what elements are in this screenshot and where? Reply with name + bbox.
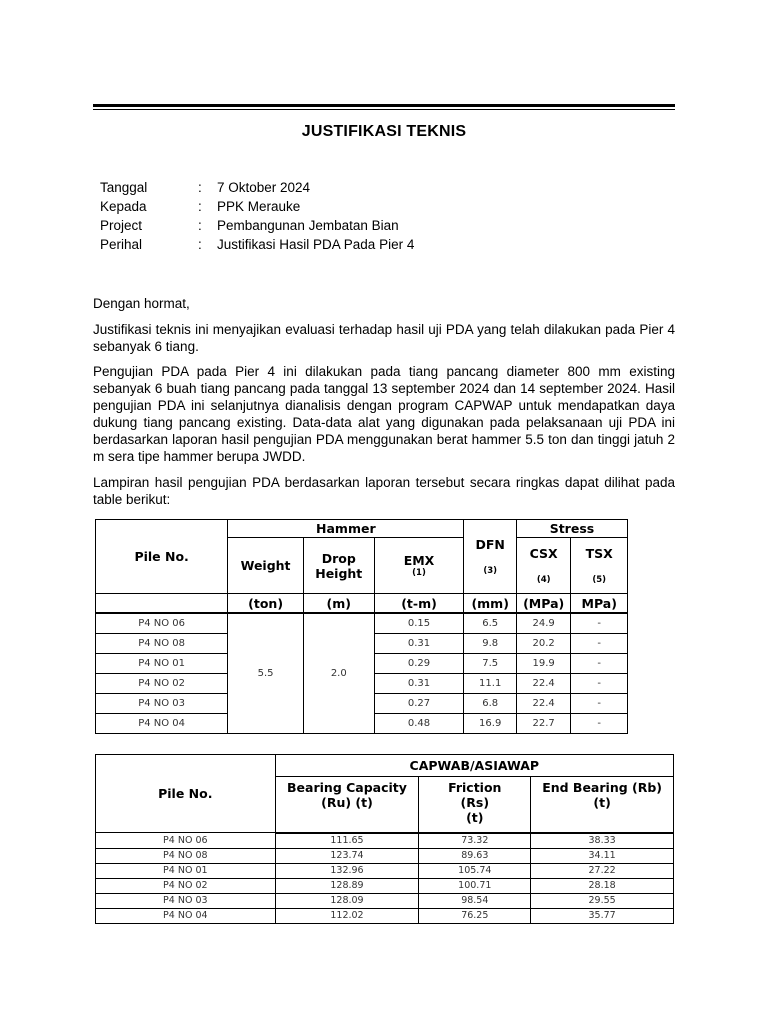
emx-header: EMX (1) — [374, 538, 464, 594]
meta-row-tanggal: Tanggal : 7 Oktober 2024 — [100, 180, 311, 195]
dfn-header: DFN (3) — [464, 520, 516, 594]
meta-value: PPK Merauke — [217, 199, 301, 214]
greeting: Dengan hormat, — [93, 296, 190, 311]
drop-height-header: Drop Height — [303, 538, 374, 594]
end-bearing-header: End Bearing (Rb) (t) — [531, 777, 674, 833]
weight-header: Weight — [228, 538, 304, 594]
meta-row-perihal: Perihal : Justifikasi Hasil PDA Pada Pier 4 — [100, 237, 415, 252]
table-row: P4 NO 02 0.31 11.1 22.4 - — [96, 674, 628, 694]
friction-header: Friction (Rs) (t) — [419, 777, 531, 833]
unit-mpa: (MPa) — [516, 594, 571, 614]
unit-ton: (ton) — [228, 594, 304, 614]
unit-tm: (t-m) — [374, 594, 464, 614]
paragraph-attachment: Lampiran hasil pengujian PDA berdasarkan laporan tersebut secara ringkas dapat dilihat pada table berikut: — [93, 475, 675, 507]
paragraph-intro: Justifikasi teknis ini menyajikan evaluasi terhadap hasil uji PDA yang telah dilakukan pada Pier 4 sebanyak 6 tiang. — [93, 322, 675, 354]
meta-row-project: Project : Pembangunan Jembatan Bian — [100, 218, 399, 233]
units-row — [96, 594, 628, 614]
pile-no-header: Pile No. — [96, 755, 276, 833]
table-row: P4 NO 08 0.31 9.8 20.2 - — [96, 634, 628, 654]
meta-label: Tanggal — [100, 180, 148, 195]
table-row: P4 NO 01 132.96 105.74 27.22 — [96, 863, 674, 878]
paragraph-method: Pengujian PDA pada Pier 4 ini dilakukan pada tiang pancang diameter 800 mm existing sebanyak 6 buah tiang pancang pada tanggal 13 september 2024 dan 14 september 2024. Hasil pengujian PDA ini selanjutnya dianalisis dengan program CAPWAP untuk mendapatkan daya dukung tiang pancang existing. Data-data alat yang digunakan pada pelaksanaan uji PDA ini berdasarkan laporan hasil pengujian PDA menggunakan berat hammer 5.5 ton dan tinggi jatuh 2 m sera tipe hammer berupa JWDD. — [93, 364, 675, 464]
table-row: P4 NO 03 0.27 6.8 22.4 - — [96, 694, 628, 714]
csx-header: CSX (4) — [516, 538, 571, 594]
drop-height-value: 2.0 — [303, 613, 374, 734]
tsx-header: TSX (5) — [571, 538, 628, 594]
table-row: P4 NO 04 112.02 76.25 35.77 — [96, 908, 674, 923]
unit-mpa-tsx: MPa) — [571, 594, 628, 614]
table-row: P4 NO 06 111.65 73.32 38.33 — [96, 833, 674, 849]
table-row: P4 NO 06 5.5 2.0 0.15 6.5 24.9 - — [96, 613, 628, 634]
meta-label: Project — [100, 218, 143, 233]
table-row: P4 NO 04 0.48 16.9 22.7 - — [96, 714, 628, 734]
table-row: P4 NO 02 128.89 100.71 28.18 — [96, 878, 674, 893]
pile-no-header: Pile No. — [96, 520, 228, 594]
meta-row-kepada: Kepada : PPK Merauke — [100, 199, 301, 214]
unit-m: (m) — [303, 594, 374, 614]
header-rule-thick — [93, 104, 675, 107]
hammer-header: Hammer — [228, 520, 464, 538]
bearing-capacity-header: Bearing Capacity (Ru) (t) — [275, 777, 419, 833]
table-row: P4 NO 03 128.09 98.54 29.55 — [96, 893, 674, 908]
meta-label: Kepada — [100, 199, 147, 214]
document-title: JUSTIFIKASI TEKNIS — [301, 123, 467, 140]
unit-mm: (mm) — [464, 594, 516, 614]
stress-header: Stress — [516, 520, 627, 538]
meta-value: Justifikasi Hasil PDA Pada Pier 4 — [217, 237, 415, 252]
table-row: P4 NO 08 123.74 89.63 34.11 — [96, 848, 674, 863]
weight-value: 5.5 — [228, 613, 304, 734]
capwap-group-header: CAPWAB/ASIAWAP — [275, 755, 673, 777]
meta-label: Perihal — [100, 237, 143, 252]
letter-meta — [100, 178, 414, 254]
table-row: P4 NO 01 0.29 7.5 19.9 - — [96, 654, 628, 674]
capwap-table — [95, 754, 674, 924]
meta-value: Pembangunan Jembatan Bian — [217, 218, 399, 233]
pda-hammer-table — [95, 519, 628, 734]
header-rule-thin — [93, 109, 675, 110]
meta-value: 7 Oktober 2024 — [217, 180, 311, 195]
